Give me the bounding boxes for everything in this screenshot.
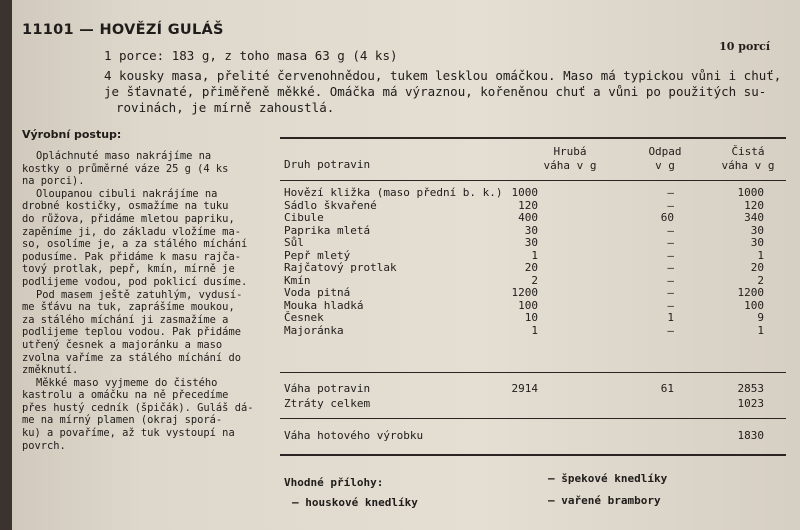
book-gutter	[0, 0, 12, 530]
text-line: do růžova, přidáme mletou papriku,	[22, 212, 235, 225]
description-line-2: je šťavnaté, přiměřeně měkké. Omáčka má výraznou, kořeněnou chuť a vůni po použitých su-	[104, 84, 767, 99]
cell-gross: 30	[524, 223, 538, 237]
final-weight-label: Váha hotového výrobku	[284, 429, 424, 442]
cell-item: Sůl	[284, 236, 304, 249]
text-line: Opláchnuté maso nakrájíme na	[36, 150, 212, 162]
text-line: Měkké maso vyjmeme do čistého	[36, 376, 218, 389]
table-header-rule	[280, 180, 786, 181]
procedure-paragraph-3	[22, 289, 262, 377]
table-row	[284, 286, 784, 299]
header-gross-line-2: váha v g	[543, 159, 597, 172]
text-line: za stálého míchání ji zasmažíme a	[22, 313, 229, 326]
procedure-heading: Výrobní postup:	[22, 128, 122, 141]
cell-waste: —	[667, 286, 674, 299]
side-dish-item: — špekové knedlíky	[548, 472, 668, 485]
table-row	[284, 186, 784, 199]
total-weight-label: Váha potravin	[284, 382, 371, 395]
cell-waste: —	[667, 186, 674, 199]
cell-net: 1	[757, 248, 764, 262]
portion-info: 1 porce: 183 g, z toho masa 63 g (4 ks)	[104, 48, 398, 63]
table-row	[284, 249, 784, 262]
text-line: povrch.	[22, 439, 66, 452]
table-row	[284, 236, 784, 249]
table-row	[284, 311, 784, 324]
cell-net: 100	[744, 298, 764, 312]
cell-gross: 20	[524, 261, 538, 274]
text-line: změknutí.	[22, 364, 79, 377]
cell-gross: 120	[518, 198, 538, 212]
procedure-paragraph-1	[22, 150, 262, 188]
cell-waste: —	[667, 261, 674, 274]
table-row	[284, 224, 784, 237]
text-line: kostky o průměrné váze 25 g (4 ks	[22, 162, 229, 175]
procedure-paragraph-2	[22, 188, 262, 289]
text-line: me na mírný plamen (okraj sporá-	[22, 414, 223, 427]
table-total-rule	[280, 418, 786, 419]
text-line: Pod masem ještě zatuhlým, vydusí-	[36, 288, 243, 301]
text-line: podusíme. Pak přidáme k masu rajča-	[22, 250, 241, 263]
cell-item: Kmín	[284, 273, 311, 287]
text-line: me šťávu na tuk, zaprášíme moukou,	[22, 301, 235, 314]
description-line-1: 4 kousky masa, přelité červenohnědou, tukem lesklou omáčkou. Maso má typickou vůni i chuť,	[104, 68, 782, 83]
header-waste-line-1: Odpad	[648, 145, 682, 158]
table-row	[284, 199, 784, 212]
text-line: zvolna vaříme za stálého míchání do	[22, 351, 241, 364]
cell-waste: —	[667, 273, 674, 287]
cell-net: 120	[744, 198, 764, 212]
cell-item: Rajčatový protlak	[284, 261, 397, 274]
text-line: drobné kostičky, osmažíme na tuku	[22, 200, 229, 213]
header-waste	[630, 145, 700, 173]
side-dishes-label: Vhodné přílohy:	[284, 476, 384, 489]
text-line: ku) a povaříme, až tuk vystoupí na	[22, 427, 235, 440]
total-weight-waste: 61	[660, 382, 674, 395]
text-line: tový protlak, pepř, kmín, mírně je	[22, 263, 235, 276]
side-dish-item: — vařené brambory	[548, 494, 661, 507]
header-item: Druh potravin	[284, 158, 371, 171]
text-line: přes hustý cedník (špičák). Guláš dá-	[22, 401, 254, 414]
cell-waste: —	[667, 323, 674, 337]
cell-net: 340	[744, 211, 764, 224]
cell-net: 1200	[737, 286, 764, 299]
recipe-title: 11101 — HOVĚZÍ GULÁŠ	[22, 22, 224, 38]
cell-item: Sádlo škvařené	[284, 198, 377, 212]
table-row	[284, 274, 784, 287]
cell-waste: —	[667, 248, 674, 262]
cell-gross: 30	[524, 236, 538, 249]
cell-item: Majoránka	[284, 323, 344, 337]
procedure-paragraph-4	[22, 377, 262, 453]
text-line: kastrolu a omáčku na ně přecedíme	[22, 389, 229, 402]
text-line: Oloupanou cibuli nakrájíme na	[36, 187, 218, 200]
total-loss-row	[284, 397, 784, 411]
side-dish-item: — houskové knedlíky	[292, 496, 418, 509]
header-gross	[520, 145, 620, 173]
header-net-line-1: Čistá	[731, 145, 765, 158]
cell-net: 9	[757, 311, 764, 324]
cell-item: Pepř mletý	[284, 248, 351, 262]
ingredients-table	[284, 186, 784, 336]
table-bottom-rule	[280, 454, 786, 456]
cell-net: 20	[750, 261, 764, 274]
table-row	[284, 324, 784, 337]
portion-count: 10 porcí	[719, 40, 770, 53]
cell-gross: 1200	[511, 286, 538, 299]
text-line: podlijeme vodou, pod poklicí dusíme.	[22, 275, 248, 288]
total-loss-label: Ztráty celkem	[284, 397, 371, 410]
cell-item: Cibule	[284, 211, 324, 224]
total-weight-row	[284, 382, 784, 396]
cell-gross: 400	[518, 211, 538, 224]
table-row	[284, 261, 784, 274]
cell-net: 1000	[737, 186, 764, 199]
cell-net: 30	[750, 223, 764, 237]
header-gross-line-1: Hrubá	[553, 145, 587, 158]
cell-net: 1	[757, 323, 764, 337]
cell-gross: 1000	[511, 186, 538, 199]
cell-gross: 100	[518, 298, 538, 312]
cell-item: Paprika mletá	[284, 223, 371, 237]
description-line-3: rovinách, je mírně zahoustlá.	[116, 100, 335, 115]
cell-waste: 60	[660, 211, 674, 224]
cell-gross: 1	[531, 323, 538, 337]
cell-item: Voda pitná	[284, 286, 351, 299]
cell-waste: —	[667, 298, 674, 312]
cell-waste: —	[667, 198, 674, 212]
cell-gross: 2	[531, 273, 538, 287]
table-row	[284, 211, 784, 224]
cell-waste: —	[667, 236, 674, 249]
header-waste-line-2: v g	[655, 159, 675, 172]
cell-item: Mouka hladká	[284, 298, 364, 312]
final-weight-net: 1830	[737, 429, 764, 442]
cell-waste: 1	[667, 311, 674, 324]
cell-net: 2	[757, 273, 764, 287]
cell-gross: 10	[524, 311, 538, 324]
final-weight-row	[284, 429, 784, 443]
header-net-line-2: váha v g	[721, 159, 775, 172]
total-weight-gross: 2914	[511, 382, 538, 395]
table-subtotal-rule	[280, 372, 786, 373]
total-weight-net: 2853	[737, 382, 764, 395]
text-line: so, osolíme je, a za stálého míchání	[22, 238, 248, 251]
cell-item: Hovězí kližka (maso přední b. k.)	[284, 186, 503, 199]
cell-waste: —	[667, 223, 674, 237]
total-loss-net: 1023	[737, 397, 764, 410]
table-row	[284, 299, 784, 312]
cell-item: Česnek	[284, 311, 324, 324]
cell-gross: 1	[531, 248, 538, 262]
cell-net: 30	[750, 236, 764, 249]
text-line: utřený česnek a majoránku a maso	[22, 338, 223, 351]
text-line: zapěníme ji, do základu vložíme ma-	[22, 225, 241, 238]
text-line: podlijeme teplou vodou. Pak přidáme	[22, 326, 241, 339]
procedure-text	[22, 150, 262, 452]
table-top-rule	[280, 137, 786, 139]
header-net	[710, 145, 786, 173]
text-line: na porci).	[22, 175, 85, 188]
